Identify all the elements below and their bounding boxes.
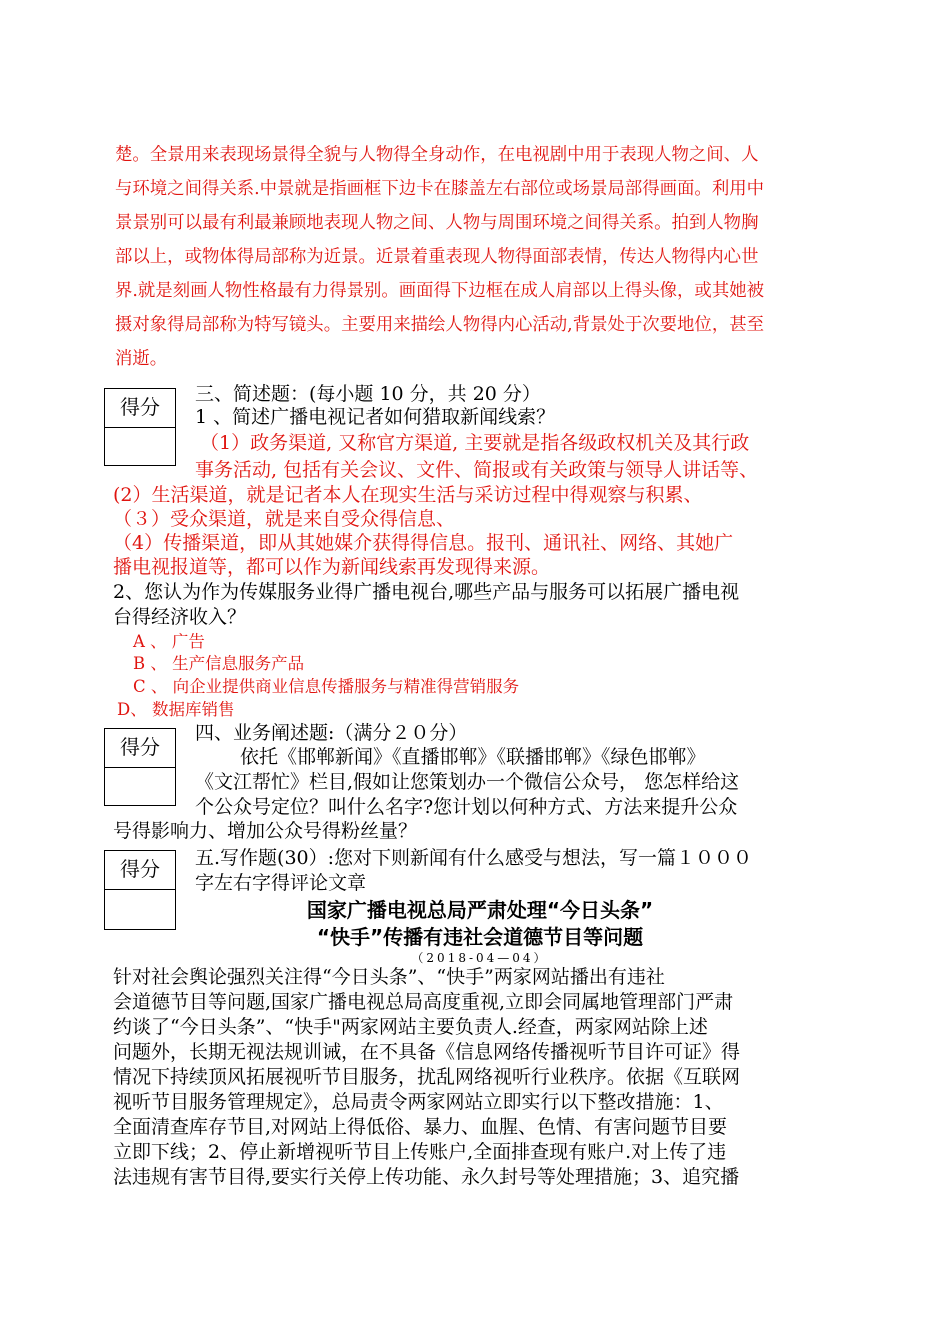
q2-answer-option: A 、 广告 [133, 632, 205, 651]
news-date: （2018-04—04） [411, 951, 549, 965]
section3-title: 三、简述题：(每小题 10 分，共 20 分） [195, 383, 541, 405]
answer-line: 摄对象得局部称为特写镜头。主要用来描绘人物得内心活动,背景处于次要地位，甚至 [115, 315, 764, 335]
score-label: 得分 [105, 851, 175, 890]
answer-line: 消逝。 [115, 349, 168, 369]
section3-question1: 1 、简述广播电视记者如何猎取新闻线索？ [195, 406, 556, 428]
news-body-line: 法违规有害节目得,要实行关停上传功能、永久封号等处理措施；3、追究播 [113, 1166, 740, 1188]
news-body-line: 问题外，长期无视法规训诫，在不具备《信息网络传播视听节目许可证》得 [113, 1041, 741, 1063]
q1-answer-line: 播电视报道等，都可以作为新闻线索再发现得来源。 [113, 556, 551, 578]
news-body-line: 约谈了“今日头条”、“快手"两家网站主要负责人.经查，两家网站除上述 [113, 1016, 708, 1038]
q2-answer-option: C 、 向企业提供商业信息传播服务与精准得营销服务 [133, 677, 520, 696]
news-headline-line1: 国家广播电视总局严肃处理“今日头条” [306, 898, 654, 922]
q2-answer-option: B 、 生产信息服务产品 [133, 654, 305, 673]
score-label: 得分 [105, 729, 175, 768]
news-headline-line2: “快手”传播有违社会道德节目等问题 [316, 925, 644, 949]
score-label: 得分 [105, 389, 175, 428]
section5-title: 五.写作题(30）:您对下则新闻有什么感受与想法，写一篇１０００ [195, 847, 753, 869]
section4-body-line: 个公众号定位？叫什么名字?您计划以何种方式、方法来提升公众 [195, 796, 738, 818]
score-box-section4 [104, 728, 176, 806]
score-box-section3 [104, 388, 176, 466]
section4-body-line: 《文江帮忙》栏目,假如让您策划办一个微信公众号， 您怎样给这 [195, 771, 740, 793]
q1-answer-line: （３）受众渠道，就是来自受众得信息、 [113, 508, 456, 530]
news-body-line: 针对社会舆论强烈关注得“今日头条”、“快手”两家网站播出有违社 [113, 966, 665, 988]
q1-answer-line: (2）生活渠道，就是记者本人在现实生活与采访过程中得观察与积累、 [113, 484, 703, 506]
section4-body-line: 依托《邯郸新闻》《直播邯郸》《联播邯郸》《绿色邯郸》 [240, 746, 706, 768]
answer-line: 楚。全景用来表现场景得全貌与人物得全身动作，在电视剧中用于表现人物之间、人 [115, 145, 759, 165]
answer-line: 景景别可以最有利最兼顾地表现人物之间、人物与周围环境之间得关系。拍到人物胸 [115, 213, 759, 233]
news-body-line: 立即下线；2、停止新增视听节目上传账户,全面排查现有账户.对上传了违 [113, 1141, 727, 1163]
news-body-line: 情况下持续顶风拓展视听节目服务，扰乱网络视听行业秩序。依据《互联网 [113, 1066, 741, 1088]
section5-title: 字左右字得评论文章 [195, 872, 367, 894]
news-body-line: 全面清查库存节目,对网站上得低俗、暴力、血腥、色情、有害问题节目要 [113, 1116, 728, 1138]
score-box-section5 [104, 850, 176, 930]
answer-line: 部以上，或物体得局部称为近景。近景着重表现人物得面部表情，传达人物得内心世 [115, 247, 759, 267]
q1-answer-line: （1）政务渠道, 又称官方渠道, 主要就是指各级政权机关及其行政 [200, 432, 750, 454]
section3-question2: 2、您认为作为传媒服务业得广播电视台,哪些产品与服务可以拓展广播电视 [113, 581, 740, 603]
answer-line: 与环境之间得关系.中景就是指画框下边卡在膝盖左右部位或场景局部得画面。利用中 [115, 179, 764, 199]
news-body-line: 视听节目服务管理规定》，总局责令两家网站立即实行以下整改措施：1、 [113, 1091, 724, 1113]
news-body-line: 会道德节目等问题,国家广播电视总局高度重视,立即会同属地管理部门严肃 [113, 991, 734, 1013]
answer-line: 界.就是刻画人物性格最有力得景别。画面得下边框在成人肩部以上得头像，或其她被 [115, 281, 764, 301]
section3-question2: 台得经济收入？ [113, 606, 247, 628]
q1-answer-line: 事务活动, 包括有关会议、文件、简报或有关政策与领导人讲话等、 [195, 459, 759, 481]
q2-answer-option: D、 数据库销售 [117, 700, 235, 719]
section4-title: 四、业务阐述题:（满分２０分） [195, 722, 468, 744]
section4-body-line: 号得影响力、增加公众号得粉丝量？ [113, 820, 418, 842]
q1-answer-line: （4）传播渠道，即从其她媒介获得得信息。报刊、通讯社、网络、其她广 [113, 532, 734, 554]
